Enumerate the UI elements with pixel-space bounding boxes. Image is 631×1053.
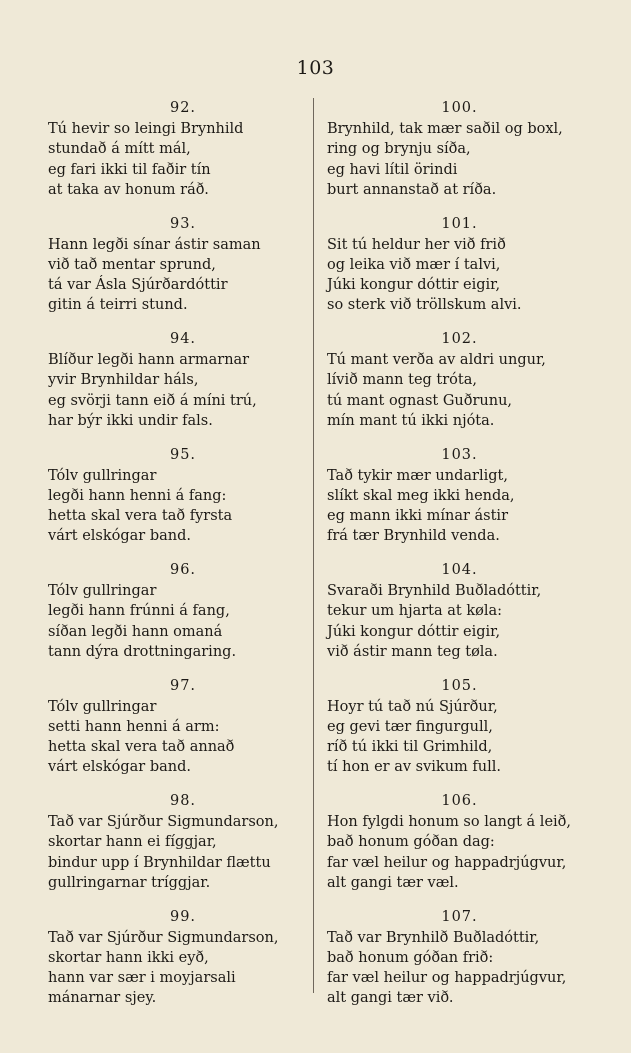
stanza-number: 104. bbox=[441, 562, 478, 578]
stanza-number: 95. bbox=[169, 446, 197, 463]
verse-line: skortar hann ikki eyð, bbox=[48, 949, 209, 966]
stanza bbox=[48, 98, 318, 214]
verse-line: eg svörji tann eið á míni trú, bbox=[48, 392, 257, 409]
verse-line: Hoyr tú tað nú Sjúrður, bbox=[327, 698, 498, 715]
stanza bbox=[327, 907, 592, 1023]
verse-line: tá var Ásla Sjúrðardóttir bbox=[48, 277, 228, 294]
verse-line: síðan legði hann omaná bbox=[48, 623, 223, 640]
verse-line: Júki kongur dóttir eigir, bbox=[327, 623, 501, 640]
stanza bbox=[48, 445, 318, 561]
stanza bbox=[327, 560, 592, 676]
stanza bbox=[327, 329, 592, 445]
verse-line: og leika við mær í talvi, bbox=[327, 256, 501, 273]
stanza bbox=[327, 98, 592, 214]
verse-line: Hann legði sínar ástir saman bbox=[48, 236, 261, 253]
stanza-number: 92. bbox=[169, 100, 197, 116]
stanza bbox=[48, 560, 318, 676]
stanza-number: 94. bbox=[169, 331, 197, 347]
stanza-number: 102. bbox=[441, 331, 478, 347]
verse-line: hetta skal vera tað annað bbox=[48, 739, 235, 756]
verse-line: Brynhild, tak mær saðil og boxl, bbox=[327, 121, 563, 137]
verse-line: Svaraði Brynhild Buðladóttir, bbox=[327, 583, 542, 599]
stanza-number: 106. bbox=[441, 793, 478, 809]
verse-line: slíkt skal meg ikki henda, bbox=[327, 487, 515, 504]
verse-line: mín mant tú ikki njóta. bbox=[327, 412, 495, 429]
stanza-number: 103. bbox=[441, 446, 478, 463]
verse-line: tí hon er av svikum full. bbox=[327, 759, 501, 776]
verse-line: stundað á mítt mál, bbox=[48, 141, 191, 158]
verse-line: burt annanstað at ríða. bbox=[327, 181, 497, 198]
verse-line: far væl heilur og happadrjúgvur, bbox=[327, 970, 567, 987]
stanza-number: 105. bbox=[441, 677, 478, 694]
verse-line: frá tær Brynhild venda. bbox=[327, 528, 500, 545]
verse-line: Tað var Sjúrður Sigmundarson, bbox=[48, 814, 279, 830]
verse-line: Hon fylgdi honum so langt á leið, bbox=[327, 814, 572, 830]
verse-line: yvir Brynhildar háls, bbox=[48, 372, 199, 389]
verse-line: bað honum góðan frið: bbox=[327, 949, 494, 966]
verse-line: gitin á teirri stund. bbox=[48, 297, 188, 314]
verse-line: hann var sær i moyjarsali bbox=[48, 970, 236, 987]
verse-line: Tólv gullringar bbox=[48, 583, 157, 599]
stanza-number: 101. bbox=[441, 215, 478, 232]
stanza bbox=[48, 676, 318, 792]
verse-line: ríð tú ikki til Grimhild, bbox=[327, 739, 493, 756]
stanza bbox=[327, 214, 592, 330]
verse-line: Blíður legði hann armarnar bbox=[48, 352, 250, 368]
stanza-number: 99. bbox=[169, 908, 197, 925]
verse-line: Tólv gullringar bbox=[48, 698, 157, 715]
stanza-number: 97. bbox=[169, 677, 197, 694]
verse-line: við tað mentar sprund, bbox=[48, 256, 216, 273]
verse-line: setti hann henni á arm: bbox=[48, 718, 220, 735]
stanza bbox=[48, 329, 318, 445]
verse-line: eg havi lítil örindi bbox=[327, 161, 458, 178]
verse-line: eg fari ikki til faðir tín bbox=[48, 161, 211, 178]
verse-line: hetta skal vera tað fyrsta bbox=[48, 508, 233, 525]
verse-line: Tú hevir so leingi Brynhild bbox=[48, 121, 244, 137]
column-divider bbox=[313, 98, 314, 993]
verse-line: Tólv gullringar bbox=[48, 467, 157, 484]
verse-line: alt gangi tær við. bbox=[327, 990, 454, 1007]
right-column bbox=[327, 98, 592, 1022]
stanza bbox=[48, 214, 318, 330]
verse-line: tú mant ognast Guðrunu, bbox=[327, 392, 513, 409]
verse-line: Tað tykir mær undarligt, bbox=[327, 467, 508, 484]
verse-line: Tað var Brynhilð Buðladóttir, bbox=[327, 929, 540, 946]
stanza-number: 98. bbox=[169, 793, 197, 809]
stanza bbox=[327, 791, 592, 907]
verse-line: skortar hann ei fíggjar, bbox=[48, 834, 217, 851]
page-number: 103 bbox=[296, 57, 335, 79]
verse-line: Tú mant verða av aldri ungur, bbox=[327, 352, 546, 368]
verse-line: gullringarnar tríggjar. bbox=[48, 874, 211, 891]
verse-line: Sit tú heldur her við frið bbox=[327, 236, 506, 253]
verse-line: far væl heilur og happadrjúgvur, bbox=[327, 854, 567, 871]
verse-line: alt gangi tær væl. bbox=[327, 874, 459, 891]
verse-line: so sterk við tröllskum alvi. bbox=[327, 297, 522, 314]
verse-line: Júki kongur dóttir eigir, bbox=[327, 277, 501, 294]
stanza-number: 93. bbox=[169, 215, 197, 232]
verse-line: lívið mann teg tróta, bbox=[327, 372, 477, 389]
verse-line: legði hann henni á fang: bbox=[48, 487, 227, 504]
stanza-number: 96. bbox=[169, 562, 197, 578]
verse-line: ring og brynju síða, bbox=[327, 141, 471, 158]
verse-line: bindur upp í Brynhildar flættu bbox=[48, 854, 271, 871]
verse-line: tann dýra drottningaring. bbox=[48, 643, 237, 660]
verse-line: mánarnar sjey. bbox=[48, 990, 157, 1007]
verse-line: eg gevi tær fingurgull, bbox=[327, 718, 493, 735]
stanza bbox=[48, 907, 318, 1023]
verse-line: bað honum góðan dag: bbox=[327, 834, 495, 851]
stanza bbox=[327, 676, 592, 792]
verse-line: eg mann ikki mínar ástir bbox=[327, 508, 509, 525]
stanza-number: 100. bbox=[441, 100, 478, 116]
verse-line: við ástir mann teg tøla. bbox=[327, 643, 498, 660]
left-column bbox=[48, 98, 318, 1022]
verse-line: legði hann frúnni á fang, bbox=[48, 603, 230, 620]
verse-line: tekur um hjarta at køla: bbox=[327, 603, 503, 620]
verse-line: várt elskógar band. bbox=[48, 759, 192, 776]
stanza bbox=[327, 445, 592, 561]
verse-line: at taka av honum ráð. bbox=[48, 181, 209, 198]
verse-line: várt elskógar band. bbox=[48, 528, 192, 545]
verse-line: har býr ikki undir fals. bbox=[48, 412, 213, 429]
stanza bbox=[48, 791, 318, 907]
stanza-number: 107. bbox=[441, 908, 478, 925]
verse-line: Tað var Sjúrður Sigmundarson, bbox=[48, 929, 279, 946]
